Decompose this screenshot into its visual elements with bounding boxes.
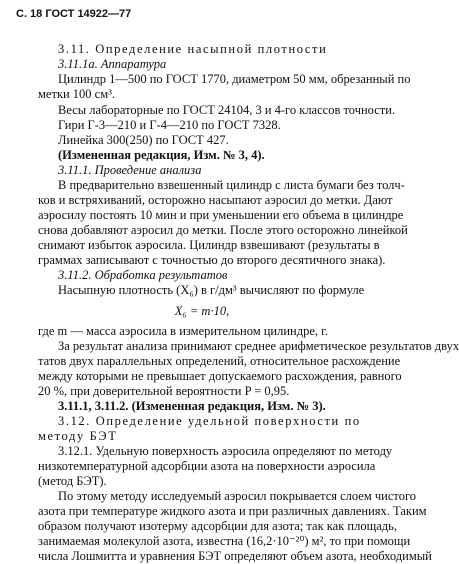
text-line: Линейка 300(250) по ГОСТ 427. bbox=[58, 133, 229, 147]
text-line: методу БЭТ bbox=[38, 429, 118, 443]
text-line: между которыми не превышает допускаемого расхождения, равного bbox=[38, 369, 402, 383]
text-line: 20 %, при доверительной вероятности P = 0,95. bbox=[38, 384, 290, 398]
text-line: 3.12. Определение удельной поверхности по bbox=[58, 414, 361, 428]
text-line: Цилиндр 1—500 по ГОСТ 1770, диаметром 50 мм, обрезанный по bbox=[58, 72, 411, 86]
text-line: (метод БЭТ). bbox=[38, 474, 107, 488]
text-line: Насыпную плотность (X₆) в г/дм³ вычисляют по формуле bbox=[58, 283, 365, 297]
page-header: С. 18 ГОСТ 14922—77 bbox=[16, 8, 132, 20]
text-line: азота при температуре жидкого азота и при различных давлениях. Таким bbox=[38, 504, 427, 518]
text-line: 3.11.1. Проведение анализа bbox=[58, 163, 202, 177]
text-line: X₆ = m·10, bbox=[174, 304, 230, 318]
text-line: 3.11.2. Обработка результатов bbox=[58, 268, 228, 282]
text-line: Гири Г-3—210 и Г-4—210 по ГОСТ 7328. bbox=[58, 118, 281, 132]
text-line: аэросилу постоять 10 мин и при уменьшении его объема в цилиндре bbox=[38, 208, 404, 222]
text-line: метки 100 см³. bbox=[38, 87, 116, 101]
text-line: ков и встряхиваний, осторожно насыпают аэросил до метки. Дают bbox=[38, 193, 393, 207]
text-line: 3.12.1. Удельную поверхность аэросила определяют по методу bbox=[58, 444, 393, 458]
text-line: снимают избыток аэросила. Цилиндр взвешивают (результаты в bbox=[38, 238, 380, 252]
text-line: По этому методу исследуемый аэросил покрывается слоем чистого bbox=[58, 489, 417, 503]
text-line: татов двух параллельных определений, относительное расхождение bbox=[38, 354, 401, 368]
text-line: 3.11.1, 3.11.2. (Измененная редакция, Изм. № 3). bbox=[58, 399, 326, 413]
text-line: граммах записывают с точностью до второго десятичного знака). bbox=[38, 253, 386, 267]
text-line: 3.11. Определение насыпной плотности bbox=[58, 42, 328, 56]
text-line: В предварительно взвешенный цилиндр с листа бумаги без толч- bbox=[58, 178, 405, 192]
text-line: снова добавляют аэросил до метки. После этого осторожно линейкой bbox=[38, 223, 408, 237]
text-line: За результат анализа принимают среднее арифметическое результатов двух bbox=[58, 339, 459, 353]
text-line: где m — масса аэросила в измерительном цилиндре, г. bbox=[38, 324, 328, 338]
text-line: 3.11.1а. Аппаратура bbox=[58, 57, 167, 71]
text-line: числа Лошмитта и уравнения БЭТ определяют объем азота, необходимый bbox=[38, 549, 432, 563]
text-line: образом получают изотерму адсорбции для азота; так как площадь, bbox=[38, 519, 397, 533]
text-line: Весы лабораторные по ГОСТ 24104, 3 и 4-го классов точности. bbox=[58, 103, 396, 117]
text-line: (Измененная редакция, Изм. № 3, 4). bbox=[58, 148, 265, 162]
text-line: низкотемпературной адсорбции азота на поверхности аэросила bbox=[38, 459, 376, 473]
text-line: занимаемая молекулой азота, известна (16,2·10⁻²⁰) м², то при помощи bbox=[38, 534, 411, 548]
